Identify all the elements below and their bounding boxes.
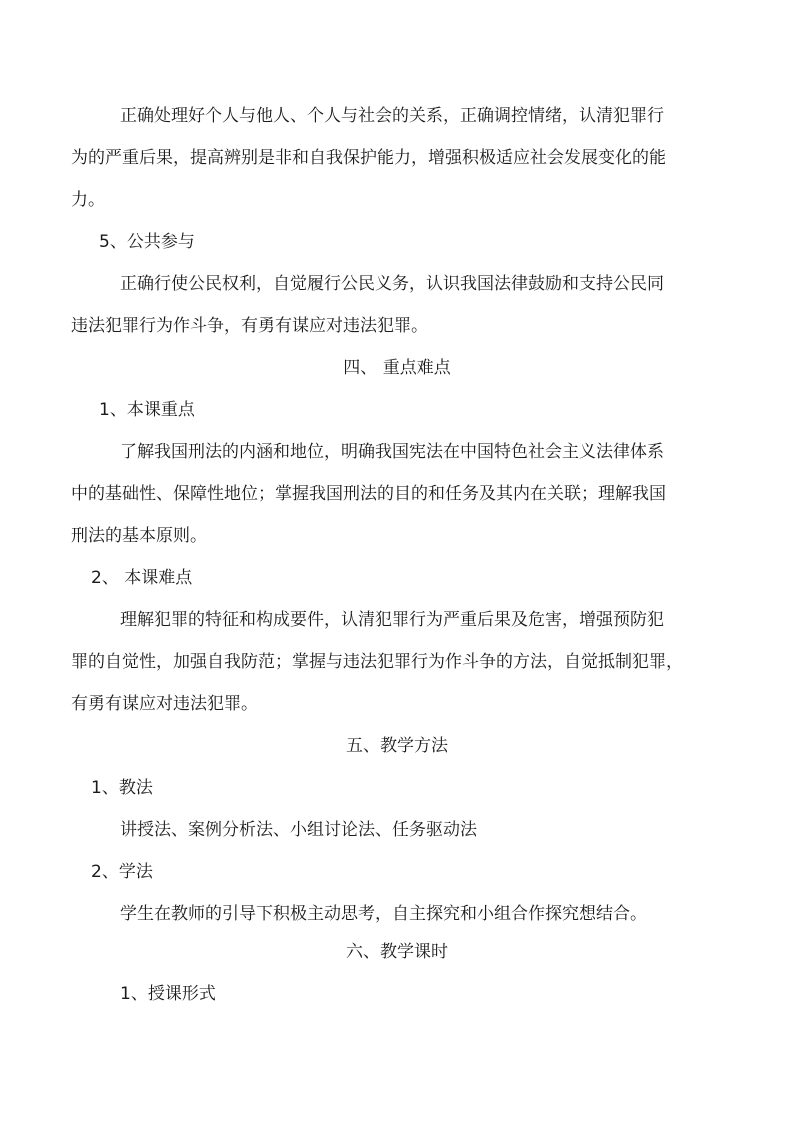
learning-method-heading: 2、学法	[91, 862, 153, 882]
teaching-form-heading: 1、授课形式	[120, 984, 216, 1004]
difficult-points-line-2: 罪的自觉性，加强自我防范；掌握与违法犯罪行为作斗争的方法，自觉抵制犯罪，	[71, 652, 683, 672]
literacy-paragraph-line-3: 力。	[71, 190, 105, 210]
teaching-methods-section-title: 五、教学方法	[346, 736, 448, 756]
key-points-line-2: 中的基础性、保障性地位；掌握我国刑法的目的和任务及其内在关联；理解我国	[71, 484, 666, 504]
difficult-points-line-3: 有勇有谋应对违法犯罪。	[71, 694, 258, 714]
learning-method-text: 学生在教师的引导下积极主动思考，自主探究和小组合作探究想结合。	[120, 904, 647, 924]
key-points-line-3: 刑法的基本原则。	[71, 526, 207, 546]
public-participation-heading: 5、公共参与	[99, 232, 195, 252]
literacy-paragraph-line-1: 正确处理好个人与他人、个人与社会的关系，正确调控情绪，认清犯罪行	[120, 106, 664, 126]
key-points-section-title: 四、 重点难点	[343, 358, 451, 378]
teaching-hours-section-title: 六、教学课时	[346, 942, 448, 962]
teaching-method-heading: 1、教法	[91, 778, 153, 798]
key-points-heading: 1、本课重点	[99, 400, 195, 420]
public-participation-line-1: 正确行使公民权利，自觉履行公民义务，认识我国法律鼓励和支持公民同	[120, 274, 664, 294]
difficult-points-heading: 2、 本课难点	[91, 568, 193, 588]
public-participation-line-2: 违法犯罪行为作斗争，有勇有谋应对违法犯罪。	[71, 316, 428, 336]
literacy-paragraph-line-2: 为的严重后果，提高辨别是非和自我保护能力，增强积极适应社会发展变化的能	[71, 148, 666, 168]
key-points-line-1: 了解我国刑法的内涵和地位，明确我国宪法在中国特色社会主义法律体系	[120, 442, 664, 462]
difficult-points-line-1: 理解犯罪的特征和构成要件，认清犯罪行为严重后果及危害，增强预防犯	[120, 610, 664, 630]
teaching-method-text: 讲授法、案例分析法、小组讨论法、任务驱动法	[120, 820, 477, 840]
